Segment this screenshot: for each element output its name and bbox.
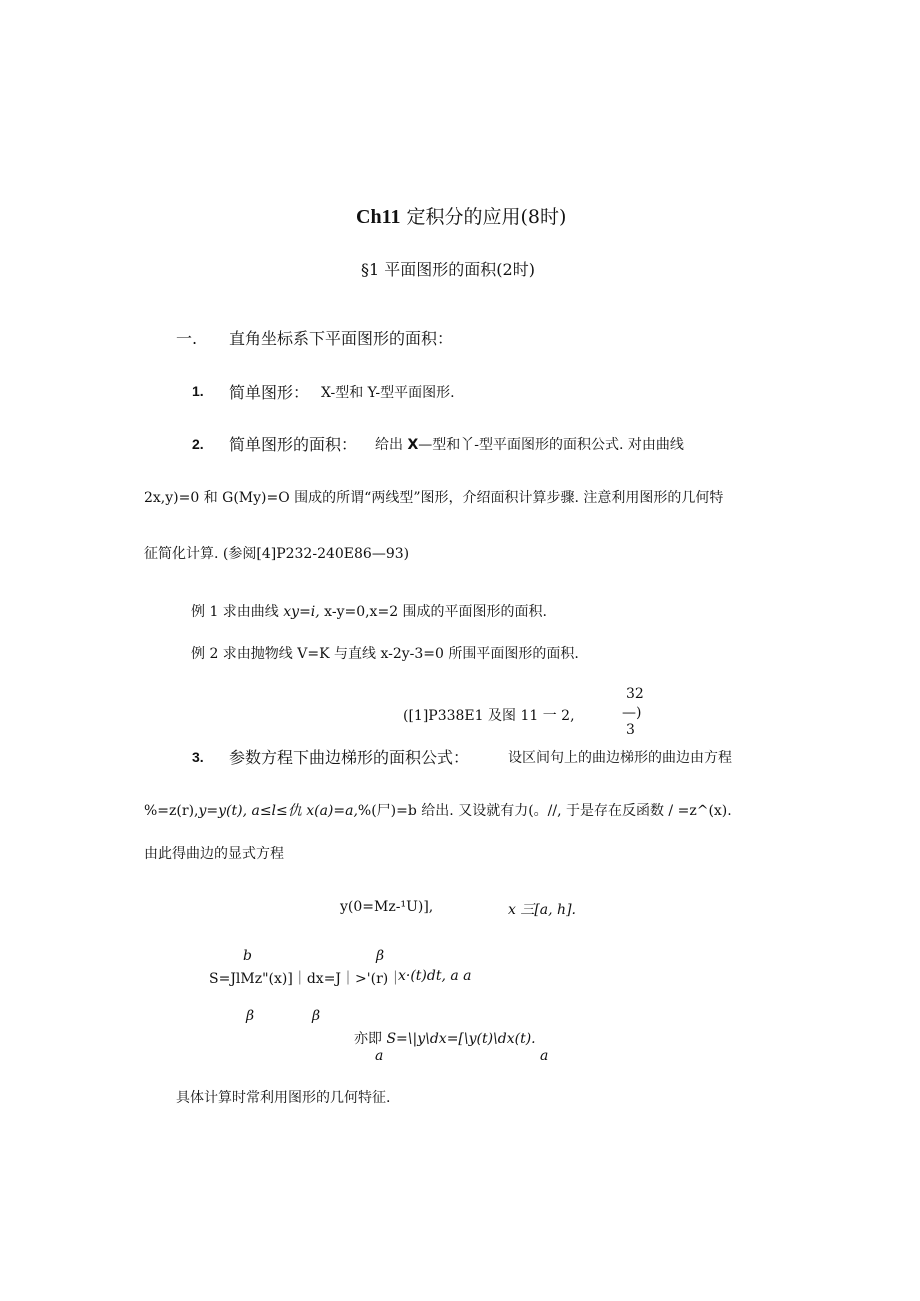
item3-line2	[144, 800, 732, 820]
item3-number: 3.	[192, 749, 204, 765]
item2-text	[375, 434, 684, 454]
item1-heading: 简单图形：	[229, 383, 310, 402]
equation-3-lower-a-2: a	[540, 1048, 549, 1064]
equation-2-main: S=JlMz"(x)]｜dx=J｜>'(r)｜	[209, 971, 403, 987]
equation-1-left: y(0=Mz-¹U)],	[340, 899, 434, 915]
item2-text-a: 给出	[375, 437, 408, 453]
item3-line2-c: %(尸)=b 给出. 又设就有力(。//, 于是存在反函数 / =z^(x).	[357, 803, 732, 819]
section-heading: 直角坐标系下平面图形的面积：	[229, 329, 454, 348]
equation-3-formula: S=\|y\dx=[\y(t)\dx(t).	[386, 1031, 536, 1047]
equation-3-main	[354, 1028, 536, 1048]
title-rest: 定积分的应用(8时)	[400, 206, 567, 228]
item2-heading: 简单图形的面积：	[229, 435, 358, 454]
item2-text-x: X	[407, 437, 419, 453]
section-marker: 一.	[176, 329, 198, 348]
reference-text: ([1]P338E1 及图 11 一 2,	[403, 708, 575, 724]
fraction-denominator: 3	[626, 722, 635, 738]
item1-text: X-型和 Y-型平面图形.	[321, 385, 455, 401]
section-subtitle: §1 平面图形的面积(2时)	[361, 260, 535, 279]
item2-line3: 征简化计算. (参阅[4]P232-240E86—93)	[144, 546, 410, 562]
item3-text: 设区间句上的曲边梯形的曲边由方程	[508, 750, 732, 766]
example1-suffix: x-y=0,x=2 围成的平面图形的面积.	[319, 604, 547, 620]
item2-number: 2.	[192, 436, 204, 452]
equation-2-upper-beta: β	[376, 948, 385, 964]
equation-2-upper-b: b	[243, 948, 252, 964]
example1-formula: xy=i,	[283, 604, 320, 620]
equation-3-upper-beta-2: β	[312, 1008, 321, 1024]
example1-prefix: 例 1 求由曲线	[191, 604, 284, 620]
closing-text: 具体计算时常利用图形的几何特征.	[176, 1090, 391, 1106]
item2-text-c: —型和丫-型平面图形的面积公式. 对由曲线	[418, 437, 684, 453]
title-chapter: Ch11	[356, 206, 401, 228]
example-2: 例 2 求由抛物线 V=K 与直线 x-2y-3=0 所围平面图形的面积.	[191, 646, 579, 662]
fraction-numerator: 32	[626, 686, 644, 702]
equation-3-upper-beta-1: β	[246, 1008, 255, 1024]
equation-3-prefix: 亦即	[354, 1031, 387, 1047]
item3-line2-a: %=z(r),	[144, 803, 199, 819]
item3-heading: 参数方程下曲边梯形的面积公式：	[229, 748, 470, 767]
item3-line2-b: y=y(t), a≤l≤仇 x(a)=a,	[198, 803, 358, 819]
equation-1-right: x 三[a, h].	[508, 902, 576, 918]
item2-line2: 2x,y)=0 和 G(My)=O 围成的所谓“两线型”图形，介绍面积计算步骤. 注意利用图形的几何特	[144, 490, 724, 506]
example-1	[191, 601, 547, 621]
equation-3-lower-a-1: a	[375, 1048, 384, 1064]
page-title	[356, 202, 566, 229]
item3-line3: 由此得曲边的显式方程	[144, 846, 284, 862]
item1-number: 1.	[192, 383, 204, 399]
fraction-bar: —)	[622, 705, 642, 721]
equation-2-tail: x·(t)dt, a a	[398, 968, 472, 984]
